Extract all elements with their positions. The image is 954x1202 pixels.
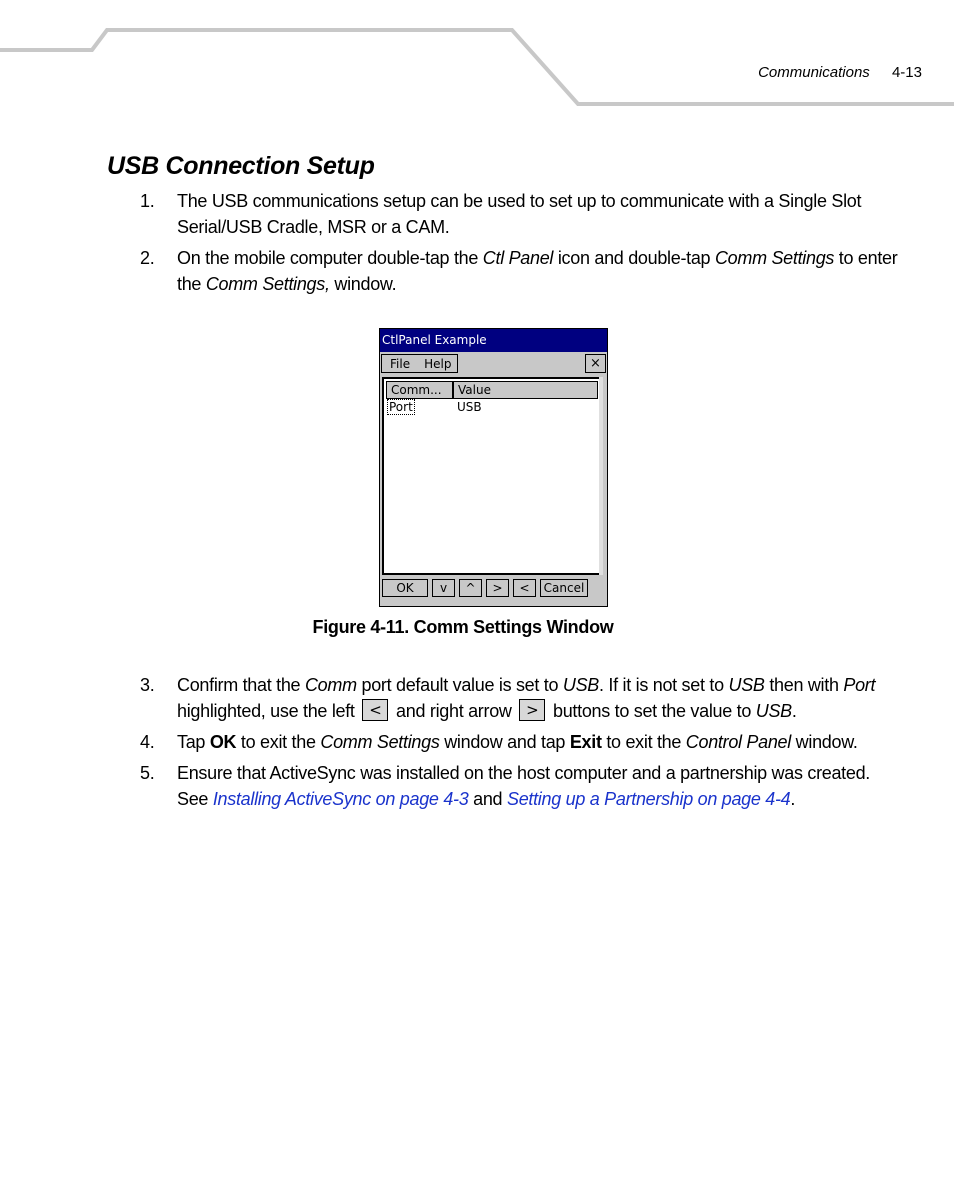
- text-run: Confirm that the: [177, 675, 305, 695]
- step-text: [177, 760, 900, 812]
- text-run: then with: [764, 675, 844, 695]
- running-head-section: Communications: [758, 64, 870, 81]
- figure-caption: Figure 4-11. Comm Settings Window: [312, 617, 614, 637]
- menu-help[interactable]: Help: [424, 356, 452, 371]
- text-run: buttons to set the value to: [548, 701, 756, 721]
- text-run: On the mobile computer double-tap the: [177, 248, 483, 268]
- header-decoration: [0, 0, 954, 110]
- step-text: [177, 245, 900, 297]
- list-item[interactable]: [386, 400, 482, 414]
- ok-button[interactable]: OK: [382, 579, 428, 597]
- text-run: Comm Settings: [320, 732, 440, 752]
- text-run: Comm Settings: [714, 248, 835, 268]
- text-run: icon and double-tap: [553, 248, 715, 268]
- step-number: 3.: [140, 675, 155, 695]
- left-arrow-icon: <: [362, 699, 388, 721]
- text-run: to exit the: [236, 732, 321, 752]
- text-run: Tap: [177, 732, 210, 752]
- text-run: Comm: [304, 675, 357, 695]
- text-run: window.: [329, 274, 397, 294]
- text-run: .: [791, 701, 797, 721]
- text-run: Comm Settings,: [205, 274, 330, 294]
- right-arrow-icon: >: [519, 699, 545, 721]
- text-run: OK: [209, 732, 237, 752]
- list-header: [386, 381, 598, 399]
- step-text: [177, 672, 900, 724]
- button-bar: [382, 579, 588, 597]
- step-number: 1.: [140, 191, 155, 211]
- left-arrow-button[interactable]: <: [513, 579, 536, 597]
- text-run: USB: [728, 675, 765, 695]
- text-run: . If it is not set to: [599, 675, 729, 695]
- text-run: to enter the: [177, 248, 898, 294]
- text-run: Exit: [569, 732, 602, 752]
- step-4: [140, 729, 900, 755]
- link-setting-up-partnership[interactable]: Setting up a Partnership on page 4-4: [506, 789, 791, 809]
- text-run: highlighted, use the left: [177, 701, 360, 721]
- menu-bar: [381, 354, 458, 373]
- step-number: 2.: [140, 248, 155, 268]
- text-run: to exit the: [601, 732, 686, 752]
- page-number: 4-13: [891, 64, 922, 81]
- step-text: The USB communications setup can be used to set up to communicate with a Single Slot Serial/USB Cradle, MSR or a CAM.: [177, 191, 862, 237]
- text-run: USB: [755, 701, 792, 721]
- up-button[interactable]: ^: [459, 579, 482, 597]
- step-5: [140, 760, 900, 812]
- text-run: Ensure that ActiveSync was installed on the host computer and a partnership was created. See: [177, 763, 871, 809]
- settings-list[interactable]: [382, 377, 602, 575]
- menu-file[interactable]: File: [390, 356, 411, 371]
- column-header-comm[interactable]: Comm...: [386, 381, 453, 399]
- row-name: Port: [389, 400, 413, 414]
- text-run: Control Panel: [685, 732, 791, 752]
- step-2: [140, 245, 900, 297]
- text-run: and right arrow: [391, 701, 517, 721]
- column-header-value[interactable]: Value: [453, 381, 598, 399]
- text-run: and: [468, 789, 507, 809]
- comm-settings-window: [379, 328, 608, 607]
- running-head: [758, 64, 922, 81]
- right-arrow-button[interactable]: >: [486, 579, 509, 597]
- row-value: USB: [457, 400, 482, 414]
- step-number: 5.: [140, 763, 155, 783]
- step-1: [140, 188, 900, 240]
- list-scroll-edge: [599, 377, 603, 575]
- text-run: USB: [562, 675, 600, 695]
- section-title: USB Connection Setup: [107, 152, 375, 180]
- text-run: Ctl Panel: [482, 248, 554, 268]
- step-3: [140, 672, 900, 724]
- cancel-button[interactable]: Cancel: [540, 579, 588, 597]
- text-run: .: [790, 789, 796, 809]
- text-run: window.: [790, 732, 858, 752]
- link-installing-activesync[interactable]: Installing ActiveSync on page 4-3: [212, 789, 469, 809]
- window-title: CtlPanel Example: [380, 329, 607, 352]
- text-run: port default value is set to: [356, 675, 563, 695]
- text-run: window and tap: [439, 732, 570, 752]
- text-run: Port: [843, 675, 876, 695]
- down-button[interactable]: v: [432, 579, 455, 597]
- close-button[interactable]: ×: [585, 354, 606, 373]
- step-number: 4.: [140, 732, 155, 752]
- step-text: [177, 729, 900, 755]
